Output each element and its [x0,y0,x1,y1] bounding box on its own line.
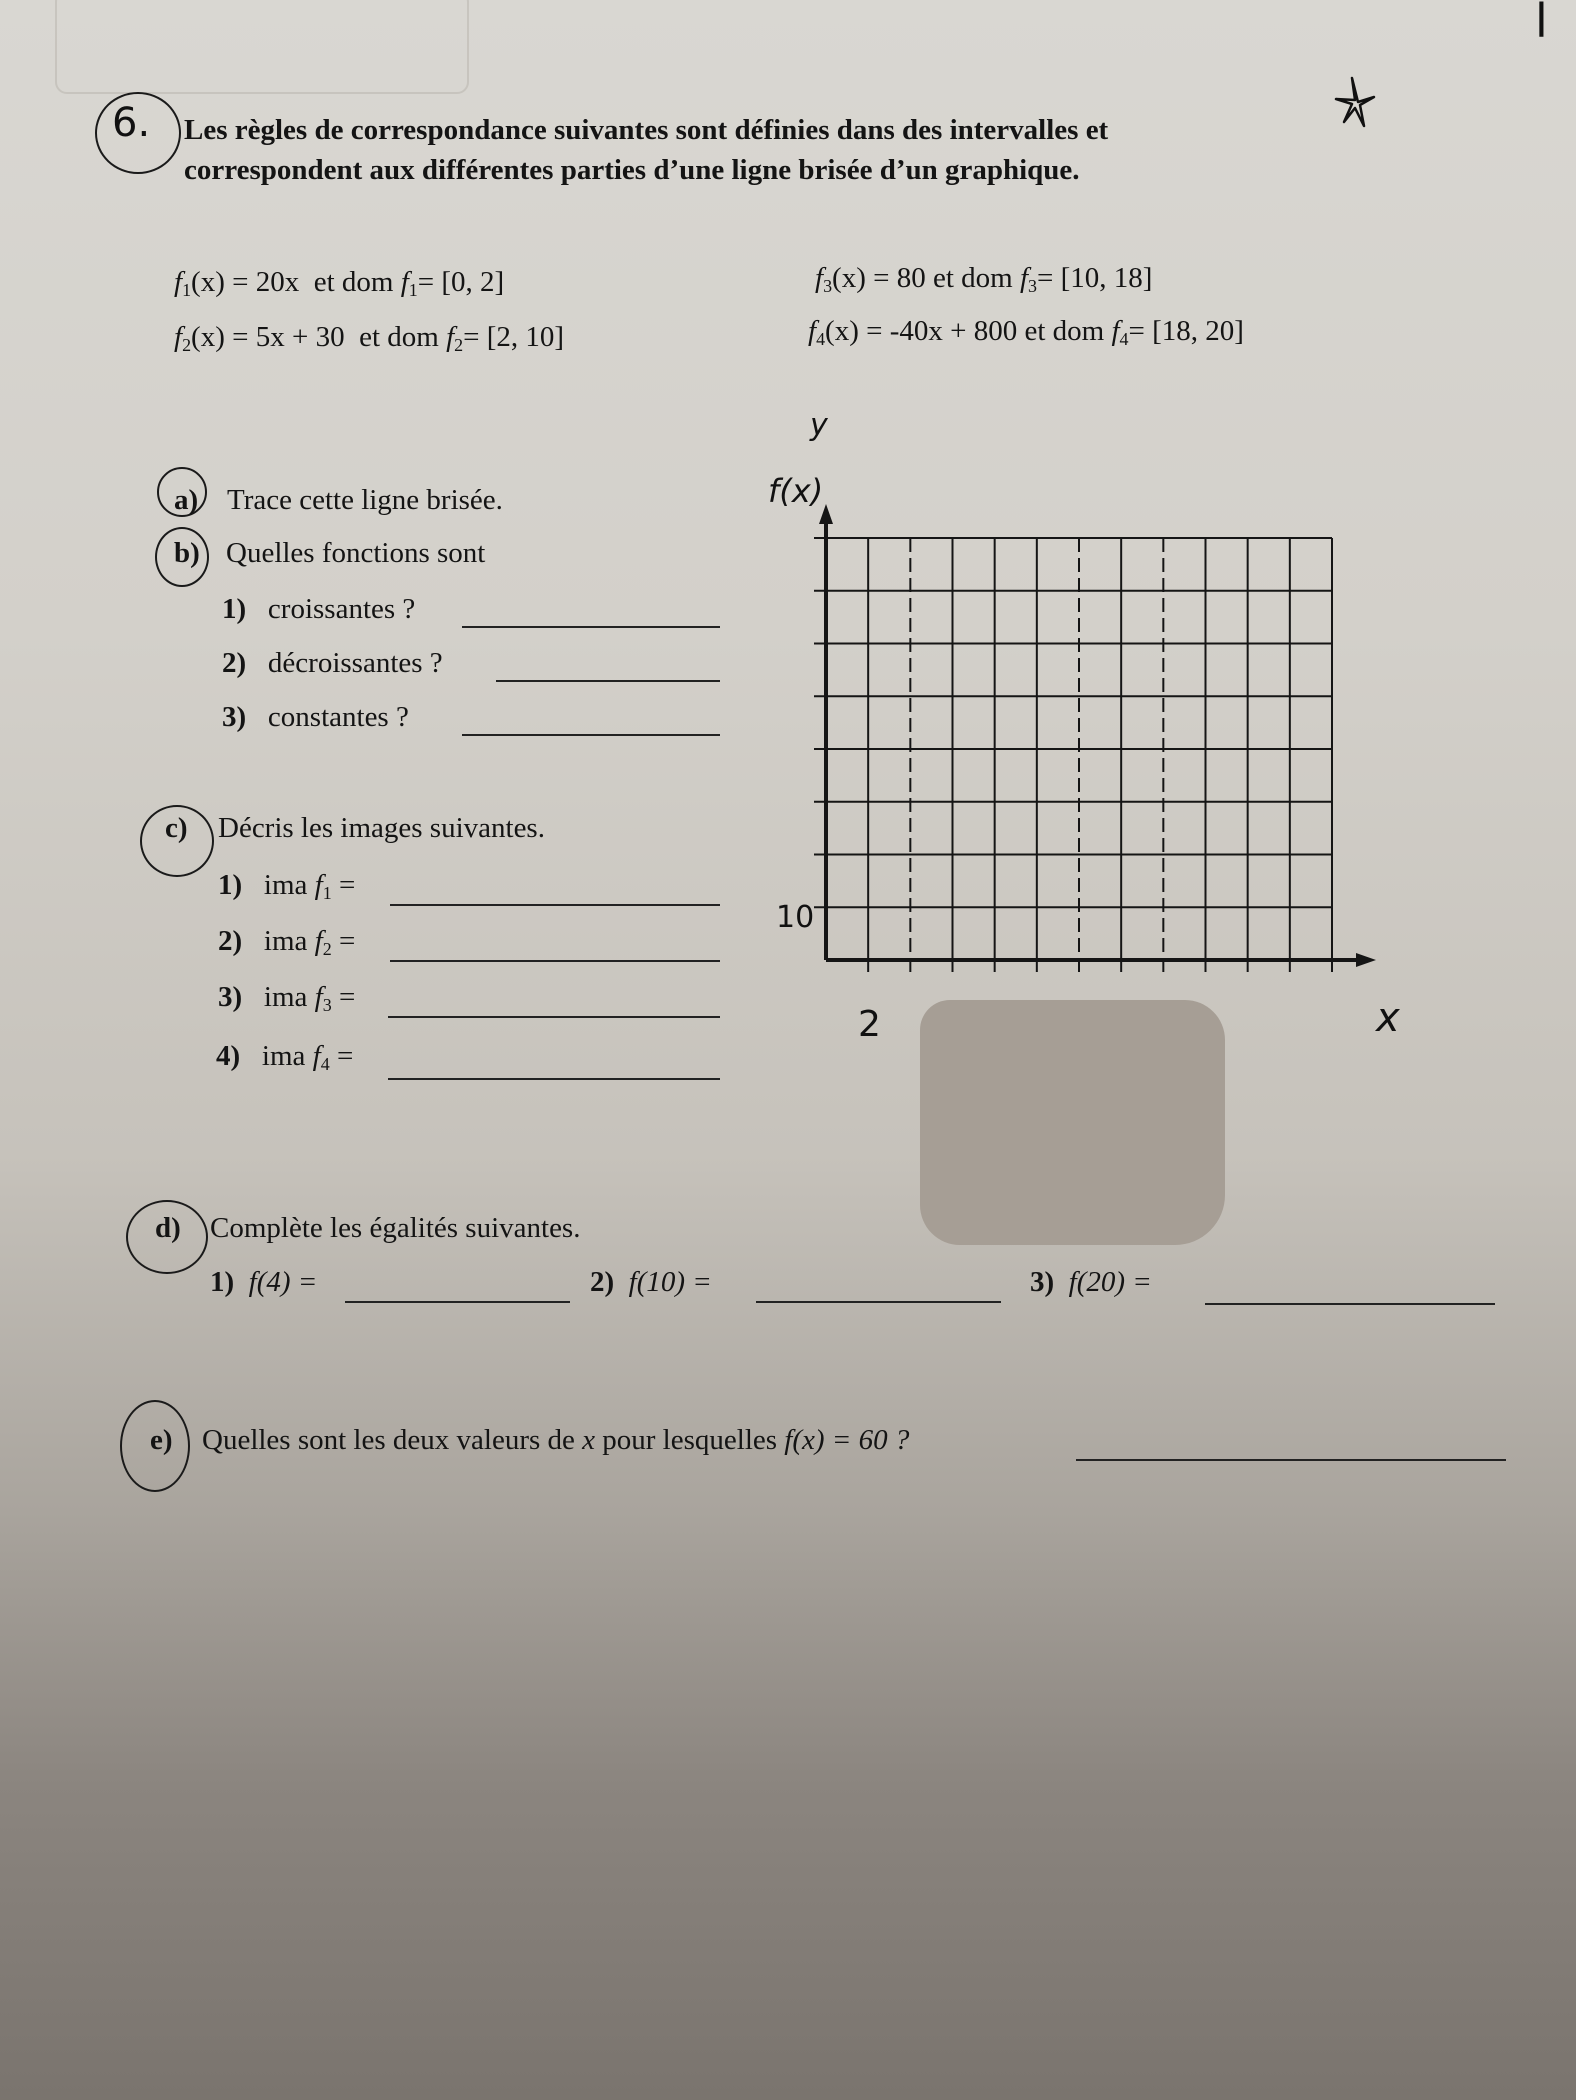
part-e-answer[interactable] [1076,1437,1506,1461]
rule-f3-symbol: f [815,262,824,294]
part-e-text [202,1424,909,1457]
rule-f2-dom: = [2, 10] [463,321,565,353]
part-c-item-1-num: 1) [218,869,243,901]
part-d-item-1-num: 1) [210,1266,235,1298]
part-d-answer-3[interactable] [1205,1281,1495,1305]
rule-f3-dom-sub: 3 [1028,276,1038,297]
part-c-item-4-f: f [312,1040,321,1072]
rule-f1-dom-sub: 1 [408,280,418,301]
rule-f3-dom: = [10, 18] [1037,262,1153,294]
rule-f3-dom-label: et dom [932,262,1013,294]
part-d-label: d) [155,1212,181,1244]
part-c-text: Décris les images suivantes. [218,812,545,844]
rule-f2-dom-label: et dom [359,321,439,353]
part-b-label: b) [174,537,200,569]
part-c-item-2-sub: 2 [322,939,332,960]
part-d-item-1-expr: f(4) = [248,1266,318,1298]
part-e-expr: f(x) = 60 ? [784,1424,910,1456]
redacted-region [920,1000,1225,1245]
graph-y-top-label: y [810,408,828,443]
rule-f3-sub: 3 [823,276,833,297]
rule-f4-dom: = [18, 20] [1128,315,1244,347]
part-e-label: e) [150,1424,173,1456]
rule-f2-sub: 2 [182,335,192,356]
part-c-item-2-num: 2) [218,925,243,957]
part-c-item-4-eq: = [336,1040,354,1072]
part-e-text-before: Quelles sont les deux valeurs de [202,1424,575,1456]
rule-f1-expr: (x) = 20x [191,266,300,298]
part-c-item-3-eq: = [338,981,356,1013]
part-c-item-3-sub: 3 [322,995,332,1016]
part-c-item-2-eq: = [338,925,356,957]
part-c-label: c) [165,812,188,844]
rule-f1-symbol: f [174,266,183,298]
rule-f3-dom-symbol: f [1019,262,1029,294]
part-b-item-2-text: décroissantes ? [267,647,443,679]
question-intro-line1: Les règles de correspondance suivantes sont définies dans des intervalles et [184,114,1109,146]
rule-f1-dom-symbol: f [400,266,409,298]
part-c-item-4-num: 4) [216,1040,241,1072]
graph-y-tick-label: 10 [776,900,815,935]
part-c-item-4-sub: 4 [320,1054,330,1075]
x-axis-arrow-icon [1356,953,1376,967]
rule-f1-sub: 1 [182,280,192,301]
part-c-item-1-f: f [314,869,323,901]
part-e-text-after: pour lesquelles [602,1424,778,1456]
part-d-item-3 [1030,1266,1152,1299]
margin-mark: l [1535,0,1548,48]
part-a-label: a) [174,484,199,516]
rule-f2-expr: (x) = 5x + 30 [191,321,345,353]
part-b-item-1-text: croissantes ? [267,593,416,625]
rule-f2-symbol: f [174,321,183,353]
graph-x-label: x [1376,995,1400,1041]
question-number: 6. [112,100,151,146]
rule-f4-sub: 4 [816,329,826,350]
part-c-item-1-sub: 1 [322,883,332,904]
part-d-text: Complète les égalités suivantes. [210,1212,581,1244]
part-c-item-1-prefix: ima [263,869,308,901]
part-c-item-3-num: 3) [218,981,243,1013]
rule-f2-dom-symbol: f [446,321,455,353]
part-d-answer-2[interactable] [756,1279,1001,1303]
part-d-item-2-expr: f(10) = [628,1266,712,1298]
part-b-item-2-num: 2) [222,647,247,679]
part-e-var: x [582,1424,596,1456]
part-d-answer-1[interactable] [345,1279,570,1303]
rule-f1-dom-label: et dom [313,266,394,298]
part-a-text: Trace cette ligne brisée. [227,484,503,516]
part-d-item-3-num: 3) [1030,1266,1055,1298]
part-d-item-2-num: 2) [590,1266,615,1298]
part-c-item-1-eq: = [338,869,356,901]
graph-x-tick-label: 2 [858,1004,881,1045]
rule-f4-symbol: f [808,315,817,347]
part-c-item-2-f: f [314,925,323,957]
rule-f2-dom-sub: 2 [454,335,464,356]
rule-f4-expr: (x) = -40x + 800 [825,315,1018,347]
part-b-item-3-text: constantes ? [267,701,409,733]
part-d-item-3-expr: f(20) = [1068,1266,1152,1298]
part-c-item-3-prefix: ima [263,981,308,1013]
part-c-item-4-prefix: ima [261,1040,306,1072]
rule-f4-dom-symbol: f [1111,315,1120,347]
question-intro-line2: correspondent aux différentes parties d’une ligne brisée d’un graphique. [184,154,1080,186]
rule-f4-dom-sub: 4 [1119,329,1129,350]
y-axis-arrow-icon [819,504,833,524]
part-d-item-2 [590,1266,712,1299]
rule-f1-dom: = [0, 2] [417,266,505,298]
part-c-item-2-prefix: ima [263,925,308,957]
part-d-item-1 [210,1266,317,1299]
rule-f3-expr: (x) = 80 [832,262,926,294]
rule-f4-dom-label: et dom [1024,315,1105,347]
part-c-item-3-f: f [314,981,323,1013]
graph-y-label: f(x) [768,472,824,510]
part-b-text: Quelles fonctions sont [226,537,486,569]
part-b-item-3-num: 3) [222,701,247,733]
part-b-item-1-num: 1) [222,593,247,625]
